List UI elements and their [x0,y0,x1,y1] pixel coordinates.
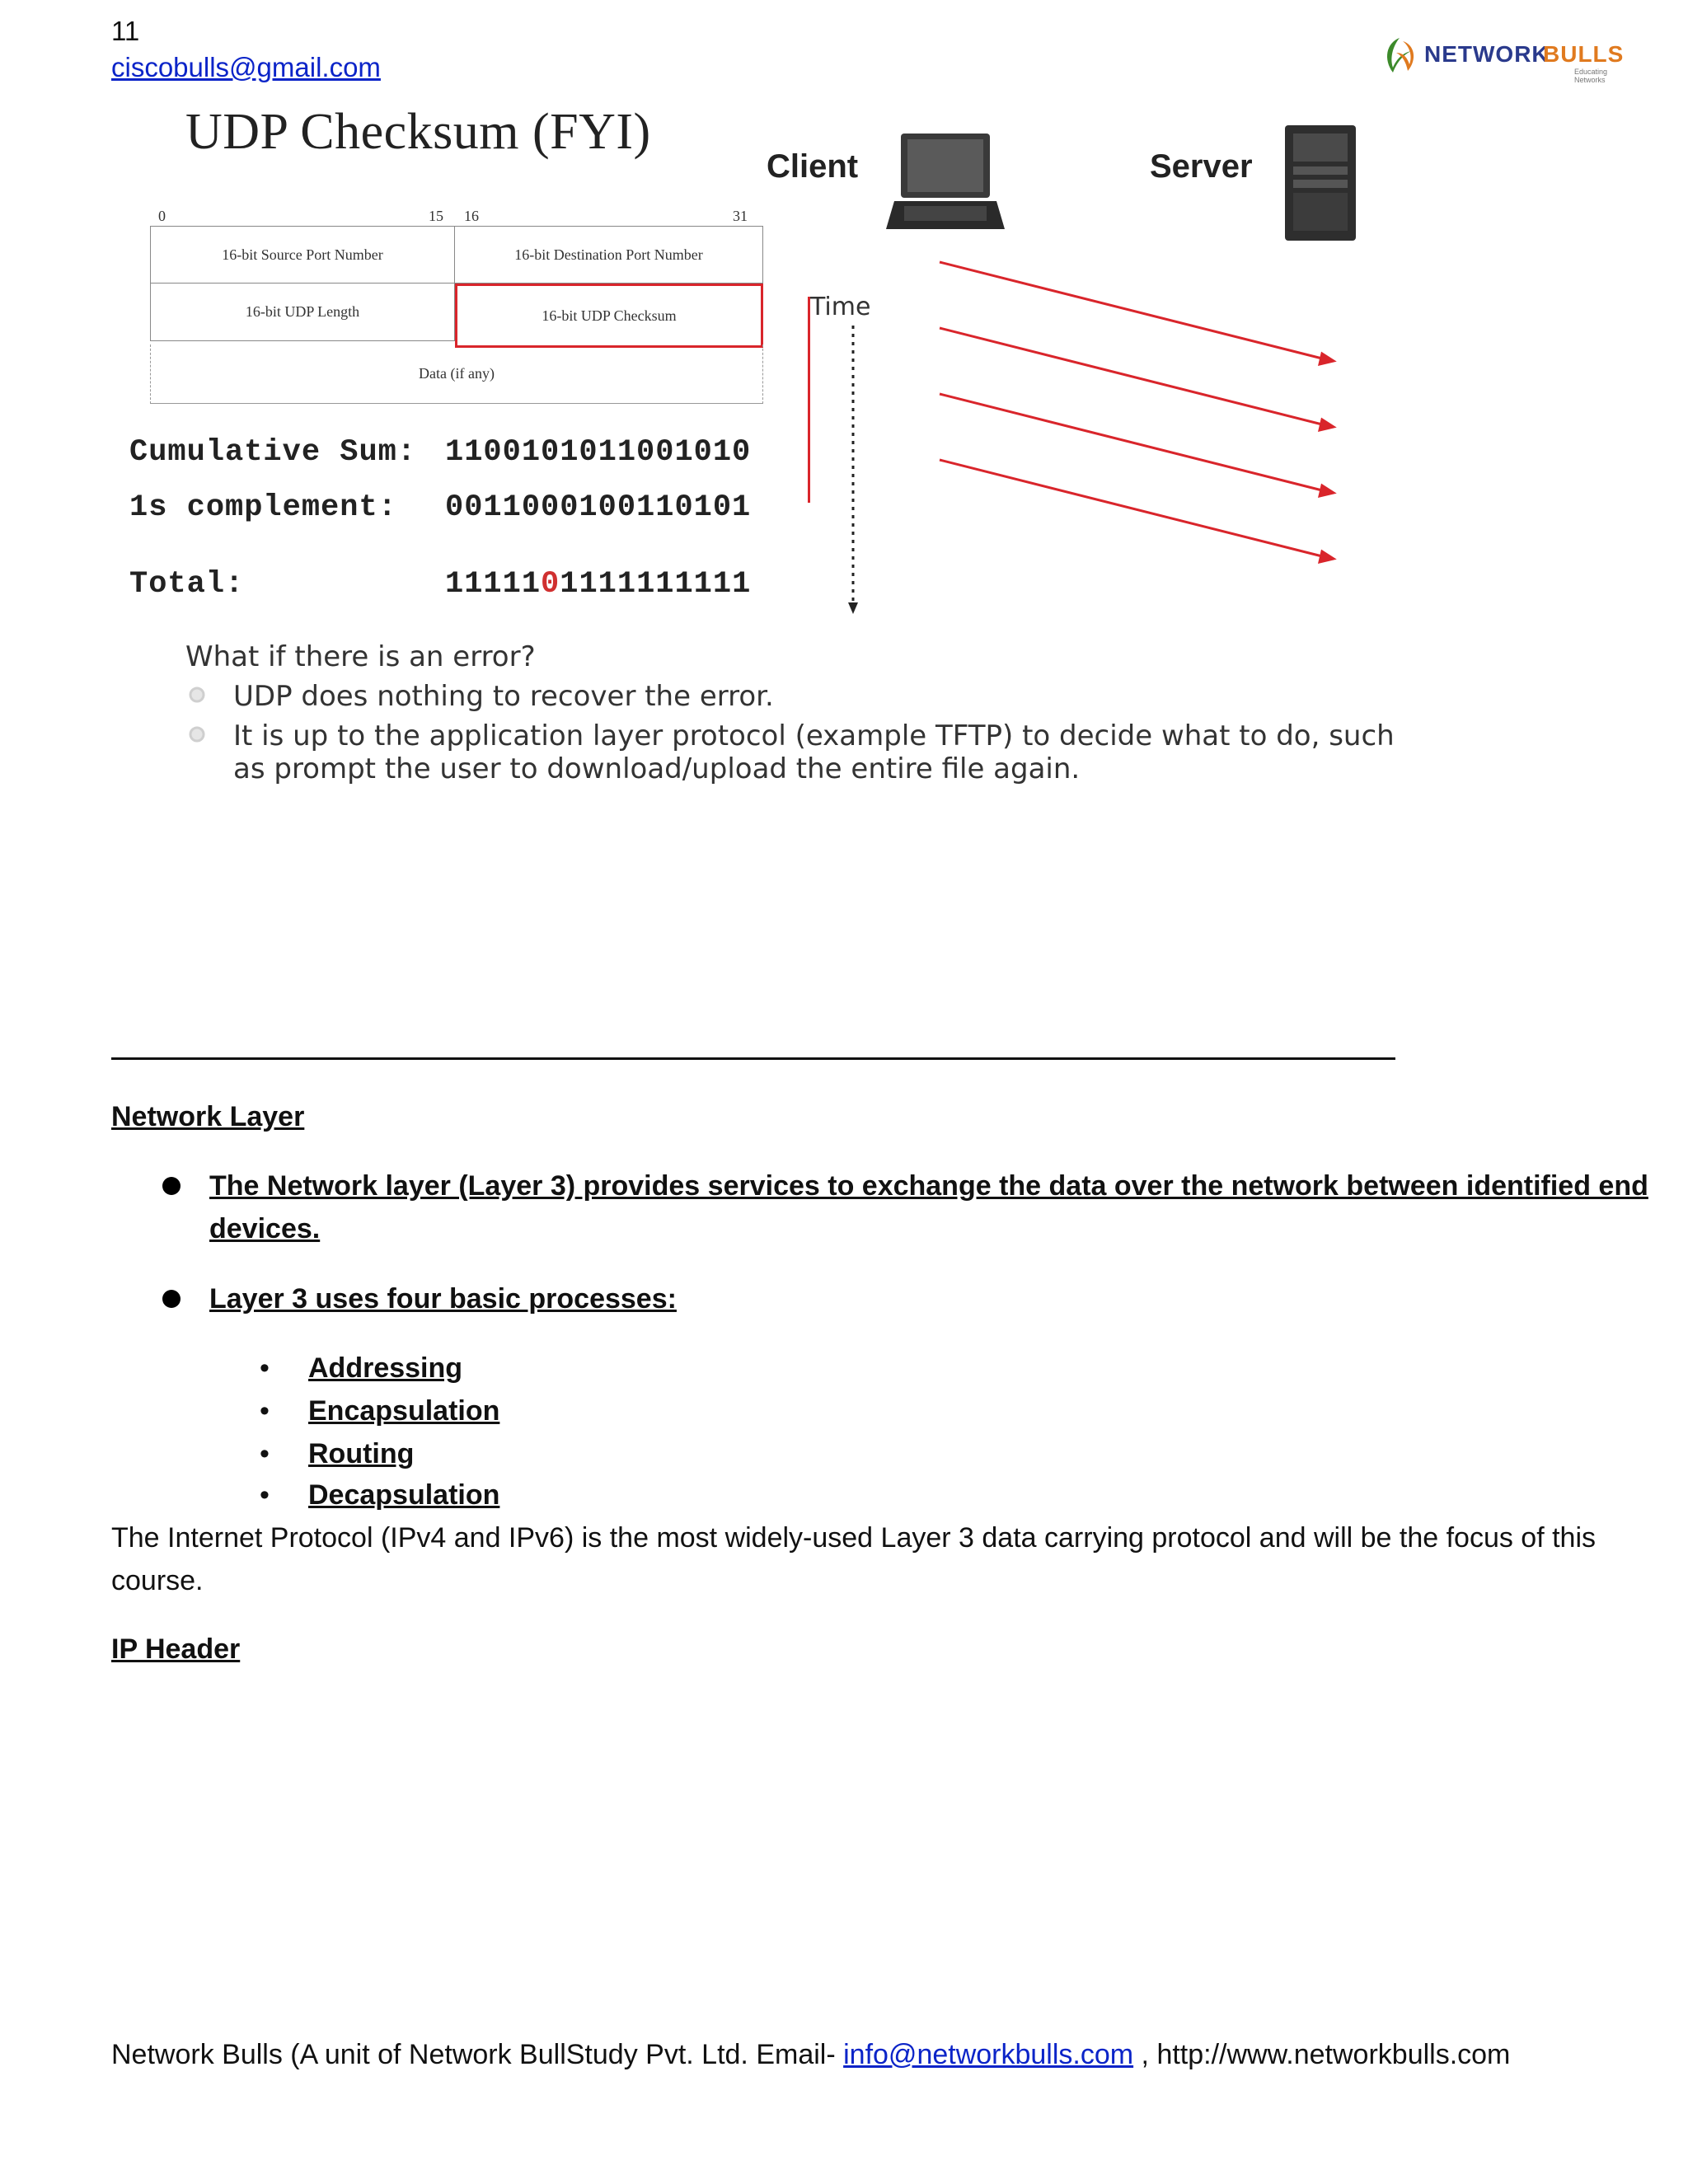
source-port-cell: 16-bit Source Port Number [222,246,383,263]
bullet-circle-icon [188,725,206,743]
ip-header-heading: IP Header [111,1633,241,1665]
footer-email-link[interactable]: info@networkbulls.com [843,2039,1134,2070]
error-question: What if there is an error? [185,640,536,673]
bullet-circle-icon [188,686,206,704]
slide-title: UDP Checksum (FYI) [185,104,651,160]
bit-label-16: 16 [464,208,479,224]
bullet-dot [162,1290,181,1308]
data-cell: Data (if any) [419,365,495,382]
header-email-link[interactable]: ciscobulls@gmail.com [111,52,381,82]
ip-paragraph-line-2: course. [111,1565,204,1596]
client-label: Client [767,148,859,185]
time-label: Time [810,293,871,321]
logo-text-network: NETWORK [1424,41,1550,67]
footer [111,2033,1510,2076]
packet-arrows [931,255,1343,569]
network-layer-bullet-1-line-1: The Network layer (Layer 3) provides services to exchange the data over the network between identified end [209,1170,1648,1202]
cumulative-sum-value: 1100101011001010 [445,435,752,470]
process-addressing: Addressing [308,1352,463,1384]
bit-label-15: 15 [429,208,443,224]
network-layer-heading: Network Layer [111,1101,305,1132]
destination-port-cell: 16-bit Destination Port Number [514,246,703,263]
laptop-icon [886,132,1006,235]
section-divider [111,1057,1395,1060]
process-routing: Routing [308,1438,415,1469]
error-bit: 0 [541,567,560,602]
cumulative-sum-label: Cumulative Sum: [129,435,417,470]
network-layer-bullet-2: Layer 3 uses four basic processes: [209,1283,677,1315]
page-number: 11 [111,16,140,46]
bit-label-31: 31 [733,208,748,224]
bit-label-0: 0 [158,208,166,224]
bullet-dot [162,1177,181,1195]
answer-1: UDP does nothing to recover the error. [233,680,774,713]
answer-2-line-2: as prompt the user to download/upload the entire file again. [233,752,1081,785]
footer-text-after: , http://www.networkbulls.com [1133,2039,1511,2070]
udp-length-cell: 16-bit UDP Length [245,303,360,320]
logo-text-bulls: BULLS [1543,41,1625,67]
leaf-icon [1378,35,1421,77]
ip-paragraph-line-1: The Internet Protocol (IPv4 and IPv6) is the most widely-used Layer 3 data carrying protocol and will be the focus of this [111,1522,1597,1554]
answer-2-line-1: It is up to the application layer protocol (example TFTP) to decide what to do, such [233,719,1395,752]
process-decapsulation: Decapsulation [308,1479,500,1511]
server-icon [1282,124,1360,243]
ones-complement-value: 0011000100110101 [445,490,752,525]
server-label: Server [1150,148,1253,185]
ones-complement-label: 1s complement: [129,490,397,525]
total-value: 1111101111111111 [445,567,752,602]
udp-header-table [150,226,763,404]
time-arrow [845,326,861,618]
total-label: Total: [129,567,245,602]
red-vertical-bar [808,297,810,503]
process-encapsulation: Encapsulation [308,1395,500,1427]
logo-tagline: Educating Networks [1574,68,1608,84]
network-bulls-logo [1378,33,1634,82]
network-layer-bullet-1-line-2: devices. [209,1213,321,1244]
udp-checksum-cell: 16-bit UDP Checksum [542,307,677,324]
footer-text-before: Network Bulls (A unit of Network BullStudy Pvt. Ltd. Email- [111,2039,844,2070]
checksum-highlight [455,284,763,348]
